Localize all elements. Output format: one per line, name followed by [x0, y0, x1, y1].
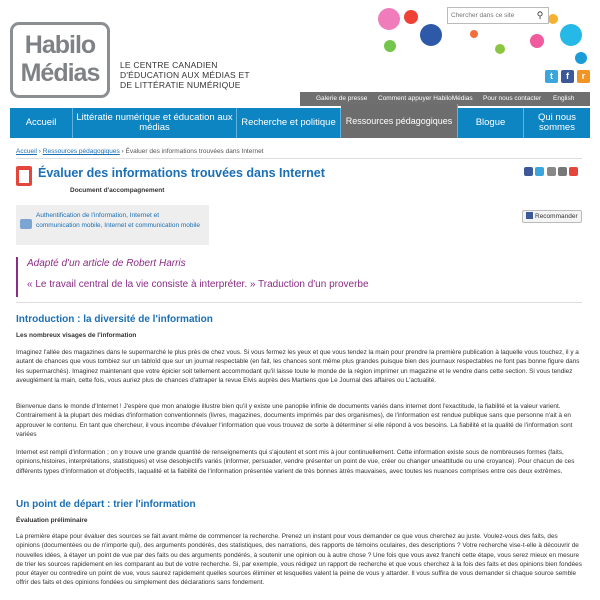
logo-line2: Médias	[20, 59, 100, 87]
paragraph: Bienvenue dans le monde d'Internet ! J'espère que mon analogie illustre bien qu'il y existe une panoplie infinie de documents variés dans internet dont l'exactitude, la fiabilité et la valeur varient. Contrairement à la plupart des médias d'information conventionnels (livres, magazines, documents imprimés par des organismes), de l'information est rendue publique sans que personne n'ait à en approuver le contenu. En tant que chercheur, il vous incombe d'évaluer l'information que vous trouvez de sorte à déterminer si elle répond à vos besoins. La fiabilité et la qualité de l'information sont variées	[16, 403, 573, 438]
share-plus-icon[interactable]	[569, 167, 578, 176]
subheading-start: Évaluation préliminaire	[16, 517, 88, 524]
section-heading-intro: Introduction : la diversité de l'information	[16, 314, 213, 325]
print-icon[interactable]	[558, 167, 567, 176]
paragraph: Internet est rempli d'information ; on y trouve une grande quantité de renseignements qui s'ajoutent et sont mis à jour continuellement. Cette information existe sous de nombreuses formes (faits, opinions,histoires, interprétations, statistiques) et vise desobjectifs variés (informer, persuader, vendre présenter un point de vue, créer ou changer uneattitude ou une croyance). Pour chacun de ces différents types d'information et d'objectifs, laqualité et la fiabilité de l'information présentée varient de très bonnes àtrès mauvaises, avec toutes les nuances comprises entre ces deux extrêmes.	[16, 449, 575, 475]
utility-link-english[interactable]: English	[553, 95, 575, 102]
recommend-button[interactable]	[522, 210, 582, 223]
divider	[16, 158, 582, 159]
breadcrumb-separator: ›	[38, 148, 43, 155]
breadcrumb	[16, 148, 264, 155]
paragraph: Imaginez l'allée des magazines dans le supermarché le plus près de chez vous. Si vous fermez les yeux et que vous tendez la main pour prendre la première publication à laquelle vous touchez, il y a autant de chances que vous tombiez sur un tabloïd que sur un journal respectable (en fait, les chances sont même plus grandes puisque bien des journaux respectables ne font pas bonne figure dans les supermarchés). Imaginez maintenant que votre épicier soit tellement accommodant qu'il laisse toute le monde de la région imprimer un magazine et le vendre dans cette section. Si vous tendiez aveuglément la main, cette fois, vous auriez plus de chances d'attraper la revue Elvis auprès des Martiens que Le Journal des affaires ou L'actualité.	[16, 349, 580, 384]
twitter-share-icon[interactable]	[535, 167, 544, 176]
utility-link-press[interactable]: Galerie de presse	[316, 95, 368, 102]
nav-item-ressources[interactable]: Ressources pédagogiques	[341, 104, 458, 138]
dot	[384, 40, 396, 52]
nav-item-blogue[interactable]: Blogue	[458, 108, 524, 138]
nav-item-qui-nous-sommes[interactable]: Qui nous sommes	[537, 112, 577, 133]
dot	[575, 52, 587, 64]
tagline-line: D'ÉDUCATION AUX MÉDIAS ET	[120, 70, 250, 80]
main-nav	[10, 108, 590, 138]
section-heading-start: Un point de départ : trier l'information	[16, 499, 196, 510]
dot	[548, 14, 558, 24]
twitter-icon[interactable]: t	[545, 70, 558, 83]
tagline-line: LE CENTRE CANADIEN	[120, 60, 218, 70]
search-input[interactable]	[451, 9, 529, 21]
nav-item-accueil[interactable]: Accueil	[10, 108, 73, 138]
dot	[495, 44, 505, 54]
document-icon	[16, 166, 32, 186]
dot	[530, 34, 544, 48]
adapted-from: Adapté d'un article de Robert Harris	[27, 258, 186, 269]
page-title: Évaluer des informations trouvées dans Internet	[38, 166, 325, 180]
nav-item-litteratie[interactable]: Littératie numérique et éducation aux médias	[73, 108, 237, 138]
tag-links[interactable]: Authentification de l'information, Internet et communication mobile, Internet et communication mobile	[36, 212, 201, 229]
breadcrumb-current: Évaluer des informations trouvées dans Internet	[125, 148, 264, 155]
page-subtitle: Document d'accompagnement	[70, 187, 165, 194]
subheading-intro: Les nombreux visages de l'information	[16, 332, 137, 339]
facebook-icon[interactable]: f	[561, 70, 574, 83]
dot	[470, 30, 478, 38]
nav-item-recherche[interactable]: Recherche et politique	[237, 108, 341, 138]
paragraph: La première étape pour évaluer des sources se fait avant même de commencer la recherche. Prenez un instant pour vous demander ce que vous cherchez au juste. Voulez-vous des faits, des opinions (documentées ou de n'importe qui), des arguments pondérés, des statistiques, des narrations, des rapports de témoins oculaires, des descriptions ? Votre recherche vise-t-elle à découvrir de nouvelles idées, à étayer un point de vue par des faits ou des arguments pondérés, à soutenir une opinion ou à autre chose ? Une fois que vous avez franchi cette étape, vous serez mieux en mesure de trier les sources rapidement en les comparant au but de votre recherche. Si, par exemple, vous rédigez un rapport de recherche et que vous cherchez à la fois des faits et des opinions bien fondées pour étayer ou contredire un point de vue, vous saurez rapidement quelles sources éliminer et lesquelles valent la peine de vous y attarder. Il vous suffira de vous demander si chaque source semble offrir des faits et des opinions fondées ou simplement des déclarations sans fondement.	[16, 533, 582, 587]
quote-bar	[16, 257, 18, 297]
facebook-share-icon[interactable]	[524, 167, 533, 176]
epigraph-quote: « Le travail central de la vie consiste à interpréter. » Traduction d'un proverbe	[27, 279, 369, 290]
breadcrumb-home[interactable]: Accueil	[16, 148, 37, 155]
email-share-icon[interactable]	[547, 167, 556, 176]
site-logo[interactable]	[10, 22, 110, 98]
utility-link-contact[interactable]: Pour nous contacter	[483, 95, 542, 102]
divider	[16, 302, 582, 303]
site-tagline	[120, 60, 250, 90]
tagline-line: DE LITTÉRATIE NUMÉRIQUE	[120, 80, 241, 90]
utility-link-support[interactable]: Comment appuyer HabiloMédias	[378, 95, 473, 102]
search-icon[interactable]: ⚲	[536, 10, 544, 20]
dot	[560, 24, 582, 46]
logo-line1: Habilo	[24, 31, 96, 59]
facebook-icon	[526, 212, 533, 219]
tags-box	[16, 205, 209, 245]
dot	[404, 10, 418, 24]
breadcrumb-section[interactable]: Ressources pédagogiques	[42, 148, 120, 155]
dot	[420, 24, 442, 46]
recommend-label: Recommander	[535, 213, 578, 220]
tag-icon	[20, 219, 32, 229]
search-box	[447, 7, 549, 24]
dot	[378, 8, 400, 30]
breadcrumb-separator: ›	[121, 148, 126, 155]
rss-icon[interactable]: r	[577, 70, 590, 83]
